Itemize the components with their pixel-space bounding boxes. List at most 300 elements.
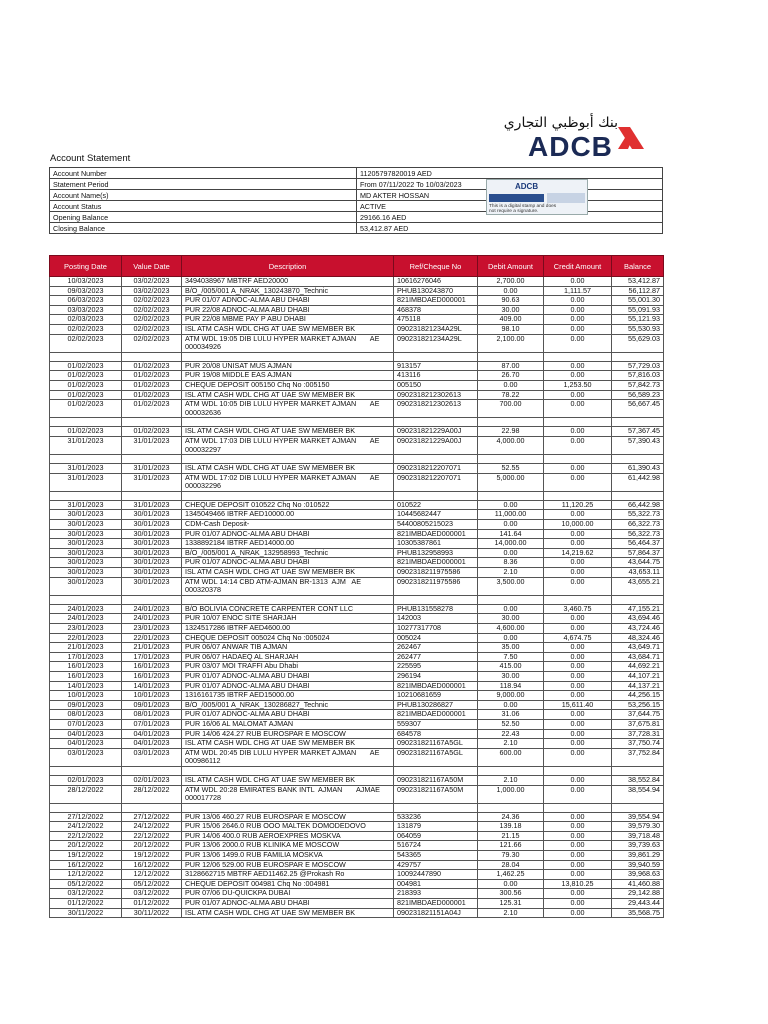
table-cell: B/O_/005/001 A_NRAK_130243870_Technic	[182, 286, 394, 296]
table-cell: 0.00	[544, 510, 612, 520]
table-row	[50, 831, 664, 841]
table-cell: 0.00	[544, 719, 612, 729]
table-row	[50, 305, 664, 315]
table-cell: 10305387861	[394, 539, 478, 549]
table-cell: 821IMBDAED000001	[394, 710, 478, 720]
table-cell: 0.00	[544, 851, 612, 861]
table-cell: 30/01/2023	[122, 520, 182, 530]
table-cell: 08/01/2023	[50, 710, 122, 720]
table-row	[50, 315, 664, 325]
table-cell: 37,644.75	[612, 710, 664, 720]
table-cell: 30/11/2022	[50, 908, 122, 918]
table-cell: 0.00	[544, 624, 612, 634]
column-header: Credit Amount	[544, 256, 612, 277]
table-cell: 28/12/2022	[50, 785, 122, 803]
page-title: Account Statement	[50, 153, 131, 164]
table-cell: 821IMBDAED000001	[394, 899, 478, 909]
table-cell: 30.00	[478, 671, 544, 681]
table-cell: 31/01/2023	[50, 473, 122, 491]
table-cell: 39,739.63	[612, 841, 664, 851]
table-cell: 61,390.43	[612, 464, 664, 474]
table-cell: 01/02/2023	[50, 371, 122, 381]
table-cell: 04/01/2023	[50, 729, 122, 739]
table-cell	[122, 418, 182, 427]
table-row	[50, 748, 664, 766]
table-cell: 409.00	[478, 315, 544, 325]
table-cell: 03/12/2022	[122, 889, 182, 899]
table-cell: B/O_/005/001 A_NRAK_132958993_Technic	[182, 548, 394, 558]
table-cell: 02/01/2023	[50, 775, 122, 785]
table-cell: 66,322.73	[612, 520, 664, 530]
table-cell: 43,649.71	[612, 643, 664, 653]
table-cell: 05/12/2022	[122, 879, 182, 889]
table-cell: 19/12/2022	[50, 851, 122, 861]
table-cell: 56,322.73	[612, 529, 664, 539]
table-cell: 142003	[394, 614, 478, 624]
table-cell: 0.00	[478, 286, 544, 296]
table-cell: 37,752.84	[612, 748, 664, 766]
table-cell	[394, 418, 478, 427]
table-cell: 37,728.31	[612, 729, 664, 739]
table-cell: 30/01/2023	[50, 558, 122, 568]
table-cell: ISL ATM CASH WDL CHG AT UAE SW MEMBER BK	[182, 464, 394, 474]
info-value: 53,412.87 AED	[357, 223, 663, 234]
table-row	[50, 568, 664, 578]
table-cell	[478, 418, 544, 427]
table-cell: 44,137.21	[612, 681, 664, 691]
table-cell: 27/12/2022	[50, 812, 122, 822]
table-cell: 600.00	[478, 748, 544, 766]
table-cell: 090231821234A29L	[394, 324, 478, 334]
table-cell: 39,968.63	[612, 870, 664, 880]
table-cell: 0.00	[478, 380, 544, 390]
table-cell: 004981	[394, 879, 478, 889]
brand-arabic-name: بنك أبوظبي التجاري	[503, 115, 618, 131]
table-cell: 01/02/2023	[50, 400, 122, 418]
table-cell: PUR 10/07 ENOC SITE SHARJAH	[182, 614, 394, 624]
table-cell: 30.00	[478, 305, 544, 315]
table-cell: 02/02/2023	[50, 334, 122, 352]
table-cell: 2,700.00	[478, 277, 544, 287]
table-cell: 2.10	[478, 739, 544, 749]
table-cell: 0.00	[544, 652, 612, 662]
table-cell: 5,000.00	[478, 473, 544, 491]
table-cell: 30/01/2023	[122, 558, 182, 568]
table-cell: 005024	[394, 633, 478, 643]
table-cell: 27/12/2022	[122, 812, 182, 822]
table-cell: 02/02/2023	[122, 334, 182, 352]
table-row	[50, 766, 664, 775]
table-cell: 0.00	[544, 899, 612, 909]
table-cell: 4,600.00	[478, 624, 544, 634]
table-cell	[478, 803, 544, 812]
table-cell	[394, 595, 478, 604]
table-row	[50, 473, 664, 491]
table-cell: 39,861.29	[612, 851, 664, 861]
table-cell	[478, 455, 544, 464]
table-cell: 0.00	[544, 334, 612, 352]
table-cell: 55,322.73	[612, 510, 664, 520]
table-cell: 0.00	[544, 812, 612, 822]
table-cell: 44,692.21	[612, 662, 664, 672]
table-cell: PHUB130286827	[394, 700, 478, 710]
table-cell: PUR 01/07 ADNOC-ALMA ABU DHABI	[182, 529, 394, 539]
table-cell: 468378	[394, 305, 478, 315]
table-cell: 131879	[394, 822, 478, 832]
table-cell: 821IMBDAED000001	[394, 296, 478, 306]
table-cell: 913157	[394, 361, 478, 371]
table-row	[50, 539, 664, 549]
column-header: Value Date	[122, 256, 182, 277]
info-label: Statement Period	[50, 179, 357, 190]
table-cell	[478, 595, 544, 604]
table-cell: 090231821229A00J	[394, 427, 478, 437]
table-cell: 516724	[394, 841, 478, 851]
table-cell: 0.00	[544, 568, 612, 578]
table-cell: 010522	[394, 500, 478, 510]
table-cell	[122, 803, 182, 812]
table-cell: 559307	[394, 719, 478, 729]
column-header: Posting Date	[50, 256, 122, 277]
table-cell: 475118	[394, 315, 478, 325]
table-cell: 37,750.74	[612, 739, 664, 749]
table-row	[50, 390, 664, 400]
table-cell: 10/03/2023	[50, 277, 122, 287]
table-cell	[182, 803, 394, 812]
table-cell: 0.00	[544, 748, 612, 766]
table-cell: 7.50	[478, 652, 544, 662]
table-cell: 44,107.21	[612, 671, 664, 681]
table-cell: 0.00	[544, 908, 612, 918]
table-cell: 0.00	[478, 500, 544, 510]
table-cell: ISL ATM CASH WDL CHG AT UAE SW MEMBER BK	[182, 775, 394, 785]
table-cell: 03/02/2023	[122, 277, 182, 287]
table-row	[50, 595, 664, 604]
table-cell: 090231821151A04J	[394, 908, 478, 918]
table-cell	[122, 491, 182, 500]
stamp-signature-icon	[547, 193, 585, 203]
table-cell: 30/01/2023	[122, 568, 182, 578]
table-cell: B/O BOLIVIA CONCRETE CARPENTER CONT LLC	[182, 604, 394, 614]
table-cell	[544, 766, 612, 775]
table-cell: PHUB131558278	[394, 604, 478, 614]
table-cell	[122, 352, 182, 361]
table-cell: 0902318212207071	[394, 473, 478, 491]
table-cell: 14,219.62	[544, 548, 612, 558]
table-row	[50, 691, 664, 701]
table-cell: 52.50	[478, 719, 544, 729]
table-cell: 0.00	[544, 427, 612, 437]
table-cell: 090231821167A50M	[394, 775, 478, 785]
table-cell: PUR 14/06 424.27 RUB EUROSPAR E MOSCOW	[182, 729, 394, 739]
table-cell	[394, 455, 478, 464]
table-cell: 29,142.88	[612, 889, 664, 899]
table-cell	[612, 418, 664, 427]
table-cell: 1,000.00	[478, 785, 544, 803]
table-cell: 16/12/2022	[50, 860, 122, 870]
table-cell: 31/01/2023	[50, 464, 122, 474]
table-cell: 4,674.75	[544, 633, 612, 643]
table-cell	[122, 595, 182, 604]
table-cell: 02/02/2023	[122, 296, 182, 306]
table-cell: 39,718.48	[612, 831, 664, 841]
table-cell: 0.00	[544, 681, 612, 691]
table-cell: 07/01/2023	[122, 719, 182, 729]
table-cell: 57,816.03	[612, 371, 664, 381]
table-cell: B/O_/005/001 A_NRAK_130286827_Technic	[182, 700, 394, 710]
table-cell: 01/02/2023	[122, 427, 182, 437]
table-cell: 0.00	[544, 305, 612, 315]
table-cell	[394, 352, 478, 361]
table-row	[50, 491, 664, 500]
table-cell	[544, 418, 612, 427]
table-cell: 30/01/2023	[50, 520, 122, 530]
table-cell: CDM-Cash Deposit-	[182, 520, 394, 530]
table-cell: PUR 12/06 529.00 RUB EUROSPAR E MOSCOW	[182, 860, 394, 870]
info-label: Account Name(s)	[50, 190, 357, 201]
table-cell	[50, 803, 122, 812]
table-cell	[612, 595, 664, 604]
table-cell: 1,111.57	[544, 286, 612, 296]
table-row	[50, 361, 664, 371]
table-cell: 12/12/2022	[50, 870, 122, 880]
table-row	[50, 812, 664, 822]
table-cell: 57,729.03	[612, 361, 664, 371]
table-cell: 064059	[394, 831, 478, 841]
stamp-title: ADCB	[515, 182, 539, 191]
table-cell: 0.00	[544, 436, 612, 454]
table-cell	[182, 766, 394, 775]
table-cell: 44,256.15	[612, 691, 664, 701]
table-row	[50, 729, 664, 739]
table-cell: 0.00	[544, 539, 612, 549]
table-cell: ISL ATM CASH WDL CHG AT UAE SW MEMBER BK	[182, 324, 394, 334]
table-cell: 30/01/2023	[122, 539, 182, 549]
table-cell: PUR 01/07 ADNOC-ALMA ABU DHABI	[182, 681, 394, 691]
table-cell: 16/12/2022	[122, 860, 182, 870]
table-cell	[182, 491, 394, 500]
table-cell: 30.00	[478, 614, 544, 624]
info-value: 11205797820019 AED	[357, 168, 663, 179]
table-cell: 225595	[394, 662, 478, 672]
table-row	[50, 633, 664, 643]
table-cell: 10210681659	[394, 691, 478, 701]
brand-logo	[503, 115, 648, 162]
table-cell: PUR 03/07 MOI TRAFFI Abu Dhabi	[182, 662, 394, 672]
table-row	[50, 803, 664, 812]
table-header-row	[50, 256, 664, 277]
table-cell: 35.00	[478, 643, 544, 653]
table-row	[50, 899, 664, 909]
table-row	[50, 604, 664, 614]
table-cell: 08/01/2023	[122, 710, 182, 720]
table-cell: 090231821229A00J	[394, 436, 478, 454]
table-cell: 125.31	[478, 899, 544, 909]
table-row	[50, 739, 664, 749]
table-cell: 14/01/2023	[50, 681, 122, 691]
table-cell: 3128662715 MBTRF AED11462.25 @Prokash Ro	[182, 870, 394, 880]
table-row	[50, 577, 664, 595]
table-cell: 2.10	[478, 775, 544, 785]
table-cell	[612, 455, 664, 464]
table-row	[50, 324, 664, 334]
table-cell: 57,864.37	[612, 548, 664, 558]
table-cell: 0.00	[544, 831, 612, 841]
table-cell: 78.22	[478, 390, 544, 400]
table-cell: 04/01/2023	[122, 739, 182, 749]
table-cell: 05/12/2022	[50, 879, 122, 889]
table-cell: PUR 06/07 HADAEQ AL SHARJAH	[182, 652, 394, 662]
table-cell: 0.00	[544, 860, 612, 870]
table-cell: 56,112.87	[612, 286, 664, 296]
table-cell: 22/12/2022	[50, 831, 122, 841]
table-cell: ATM WDL 19:05 DIB LULU HYPER MARKET AJMAN AE 000034926	[182, 334, 394, 352]
table-row	[50, 500, 664, 510]
table-cell	[544, 455, 612, 464]
table-cell: 57,367.45	[612, 427, 664, 437]
column-header: Description	[182, 256, 394, 277]
table-cell: 821IMBDAED000001	[394, 681, 478, 691]
table-row	[50, 548, 664, 558]
table-cell: 429757	[394, 860, 478, 870]
table-cell: 12/12/2022	[122, 870, 182, 880]
table-cell: 10445682447	[394, 510, 478, 520]
table-cell: 0.00	[544, 371, 612, 381]
table-row	[50, 520, 664, 530]
table-cell: 1338892184 IBTRF AED14000.00	[182, 539, 394, 549]
table-cell: PHUB130243870	[394, 286, 478, 296]
table-cell: 14,000.00	[478, 539, 544, 549]
table-cell: 01/02/2023	[122, 390, 182, 400]
table-cell: 52.55	[478, 464, 544, 474]
table-cell: 10277317708	[394, 624, 478, 634]
table-row	[50, 624, 664, 634]
table-cell: 56,667.45	[612, 400, 664, 418]
table-cell: ISL ATM CASH WDL CHG AT UAE SW MEMBER BK	[182, 568, 394, 578]
table-cell: 55,629.03	[612, 334, 664, 352]
table-cell: ATM WDL 10:05 DIB LULU HYPER MARKET AJMAN AE 000032636	[182, 400, 394, 418]
table-row	[50, 380, 664, 390]
info-label: Opening Balance	[50, 212, 357, 223]
table-cell	[182, 455, 394, 464]
table-cell: 31/01/2023	[122, 464, 182, 474]
table-row	[50, 851, 664, 861]
table-cell: 02/02/2023	[122, 324, 182, 334]
table-cell: 39,940.59	[612, 860, 664, 870]
table-row	[50, 558, 664, 568]
table-cell: 121.66	[478, 841, 544, 851]
table-cell: 0.00	[544, 739, 612, 749]
table-cell: 4,000.00	[478, 436, 544, 454]
table-cell: 090231821167A5GL	[394, 748, 478, 766]
table-cell: 296194	[394, 671, 478, 681]
digital-stamp	[486, 179, 588, 215]
table-cell: 22.43	[478, 729, 544, 739]
table-row	[50, 841, 664, 851]
table-cell: PUR 01/07 ADNOC-ALMA ABU DHABI	[182, 671, 394, 681]
table-cell: 090231821167A50M	[394, 785, 478, 803]
table-row	[50, 455, 664, 464]
table-row	[50, 681, 664, 691]
table-cell: 01/02/2023	[122, 361, 182, 371]
table-cell: 23/01/2023	[50, 624, 122, 634]
table-cell	[478, 491, 544, 500]
table-cell	[50, 491, 122, 500]
table-cell: 0.00	[544, 775, 612, 785]
table-cell	[394, 803, 478, 812]
table-cell: 03/03/2023	[50, 305, 122, 315]
table-cell: 57,842.73	[612, 380, 664, 390]
table-cell: 8.36	[478, 558, 544, 568]
table-cell: 39,554.94	[612, 812, 664, 822]
table-cell: 16/01/2023	[122, 671, 182, 681]
table-cell: 3,500.00	[478, 577, 544, 595]
table-cell: PUR 01/07 ADNOC-ALMA ABU DHABI	[182, 710, 394, 720]
table-cell: 01/02/2023	[50, 427, 122, 437]
table-cell	[122, 455, 182, 464]
table-cell: 24/12/2022	[122, 822, 182, 832]
info-value: 29166.16 AED	[357, 212, 663, 223]
table-cell	[50, 455, 122, 464]
info-row	[50, 168, 663, 179]
table-cell	[182, 595, 394, 604]
table-cell: 16/01/2023	[50, 662, 122, 672]
table-cell: 55,091.93	[612, 305, 664, 315]
table-row	[50, 277, 664, 287]
table-cell	[50, 352, 122, 361]
table-cell: 533236	[394, 812, 478, 822]
table-cell: 22/12/2022	[122, 831, 182, 841]
table-cell: 06/03/2023	[50, 296, 122, 306]
table-cell: PUR 20/08 UNISAT MUS AJMAN	[182, 361, 394, 371]
table-cell: 0.00	[478, 520, 544, 530]
stamp-bar-icon	[489, 194, 544, 202]
table-cell: 01/02/2023	[50, 361, 122, 371]
table-cell	[544, 803, 612, 812]
table-cell: 39,579.30	[612, 822, 664, 832]
adcb-emblem-icon	[616, 123, 646, 153]
table-cell: 0.00	[544, 529, 612, 539]
table-cell: 20/12/2022	[50, 841, 122, 851]
table-cell: 14/01/2023	[122, 681, 182, 691]
table-cell: PUR 01/07 ADNOC-ALMA ABU DHABI	[182, 558, 394, 568]
table-row	[50, 352, 664, 361]
table-row	[50, 418, 664, 427]
table-cell: 54400805215023	[394, 520, 478, 530]
table-cell: 1345049466 IBTRF AED10000.00	[182, 510, 394, 520]
table-cell: CHEQUE DEPOSIT 005024 Chq No :005024	[182, 633, 394, 643]
table-cell: 1316161735 IBTRF AED15000.00	[182, 691, 394, 701]
info-value: ACTIVE	[357, 201, 663, 212]
table-cell: 0.00	[478, 633, 544, 643]
table-cell: CHEQUE DEPOSIT 004981 Chq No :004981	[182, 879, 394, 889]
table-cell: 30/01/2023	[50, 548, 122, 558]
brand-name: ADCB	[528, 131, 613, 162]
table-cell: 0.00	[544, 558, 612, 568]
table-cell: 0.00	[544, 841, 612, 851]
table-cell: 0.00	[544, 277, 612, 287]
table-cell: 31/01/2023	[50, 436, 122, 454]
table-cell: PUR 06/07 ANWAR TIB AJMAN	[182, 643, 394, 653]
table-cell: 0.00	[544, 361, 612, 371]
table-cell: 9,000.00	[478, 691, 544, 701]
table-cell: 2,100.00	[478, 334, 544, 352]
table-cell: 28.04	[478, 860, 544, 870]
table-cell: 0.00	[544, 315, 612, 325]
table-cell: ATM WDL 17:03 DIB LULU HYPER MARKET AJMAN AE 000032297	[182, 436, 394, 454]
table-row	[50, 400, 664, 418]
table-row	[50, 436, 664, 454]
